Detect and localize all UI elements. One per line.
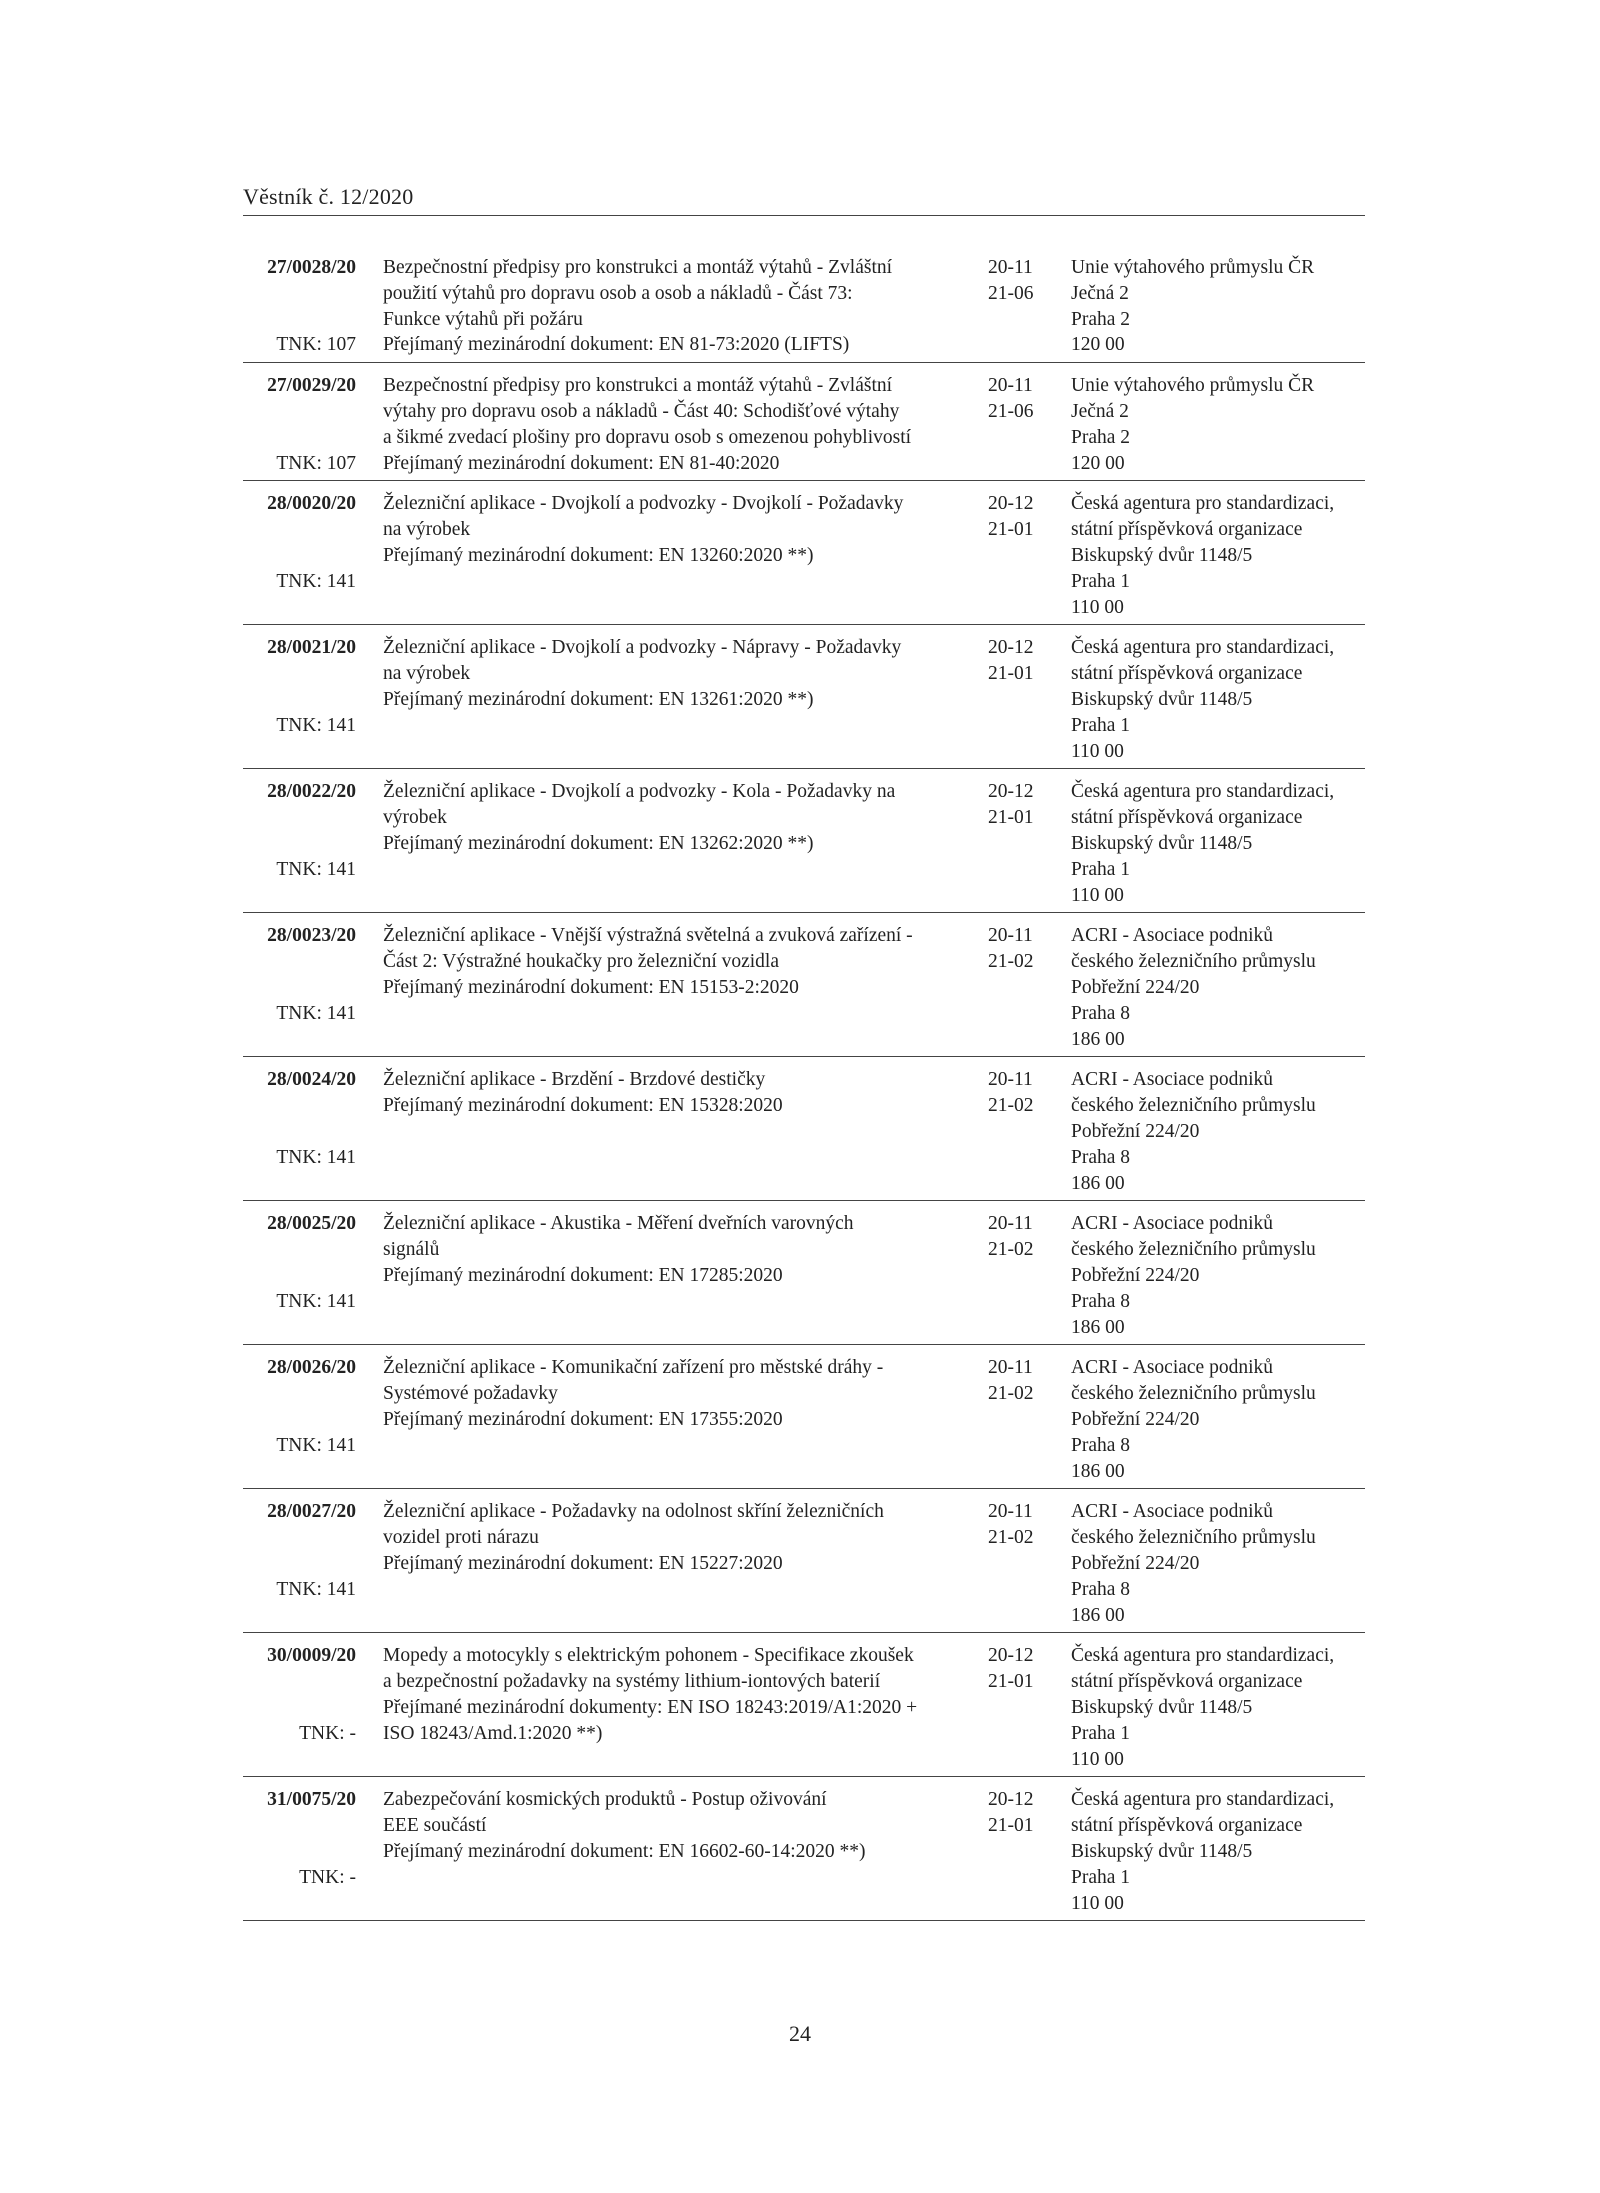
header-rule [243,215,1365,216]
table-row [243,1211,1365,1345]
entry-organization-line: Ječná 2 [1071,400,1129,422]
entry-id-cell [243,1355,356,1488]
entry-title-line: Železniční aplikace - Vnější výstražná světelná a zvuková zařízení - [383,925,913,947]
entry-title-line: vozidel proti nárazu [383,1527,539,1549]
table-row [243,923,1365,1057]
entry-title-line: Mopedy a motocykly s elektrickým pohonem - Specifikace zkoušek [383,1645,914,1667]
entry-organization-cell [1071,1355,1371,1484]
entry-id-cell [243,1211,356,1344]
entry-organization-line: Praha 1 [1071,858,1131,880]
entry-organization-line: Praha 1 [1071,570,1131,592]
entry-organization-line: ACRI - Asociace podniků [1071,1501,1274,1523]
entry-title-cell [383,1787,973,1864]
entry-date: 20-12 [988,781,1034,803]
entry-organization-line: státní příspěvková organizace [1071,1671,1303,1693]
entry-organization-line: 186 00 [1071,1604,1125,1626]
entry-dates-cell [988,923,1058,975]
entry-organization-line: Ječná 2 [1071,282,1129,304]
entry-organization-line: Pobřežní 224/20 [1071,1408,1200,1430]
entry-organization-line: Praha 8 [1071,1002,1131,1024]
entry-title-line: Přejímaný mezinárodní dokument: EN 13260:2020 **) [383,544,814,566]
table-row [243,373,1365,481]
entry-date: 20-11 [988,1069,1033,1091]
entry-title-line: použití výtahů pro dopravu osob a osob a nákladů - Část 73: [383,282,853,304]
entry-organization-cell [1071,1067,1371,1196]
entry-tnk: TNK: 141 [276,1290,356,1312]
entry-organization-line: Česká agentura pro standardizaci, [1071,1645,1335,1667]
entry-date: 20-11 [988,375,1033,397]
entry-organization-line: 110 00 [1071,1748,1124,1770]
entry-number: 31/0075/20 [267,1789,356,1811]
entry-date: 21-01 [988,519,1034,541]
entry-date: 21-01 [988,807,1034,829]
entry-id-cell [243,1067,356,1200]
entry-organization-line: Pobřežní 224/20 [1071,1552,1200,1574]
entry-organization-line: 186 00 [1071,1172,1125,1194]
entry-tnk: TNK: 141 [276,714,356,736]
entry-organization-line: ACRI - Asociace podniků [1071,1213,1274,1235]
entry-id-cell [243,255,356,362]
entry-dates-cell [988,779,1058,831]
entry-title-cell [383,1211,973,1288]
entry-tnk: TNK: - [299,1866,356,1888]
entry-dates-cell [988,1787,1058,1839]
entry-id-cell [243,1643,356,1776]
entry-organization-line: státní příspěvková organizace [1071,663,1303,685]
entry-organization-line: Praha 8 [1071,1146,1131,1168]
entry-organization-line: Česká agentura pro standardizaci, [1071,637,1335,659]
entry-id-cell [243,491,356,624]
entry-organization-line: ACRI - Asociace podniků [1071,1357,1274,1379]
entry-organization-line: Biskupský dvůr 1148/5 [1071,1696,1253,1718]
entry-organization-line: Pobřežní 224/20 [1071,1120,1200,1142]
entry-tnk: TNK: 107 [276,334,356,356]
entry-organization-line: českého železničního průmyslu [1071,1239,1316,1261]
entry-organization-line: 120 00 [1071,452,1125,474]
entry-title-line: Přejímaný mezinárodní dokument: EN 15153-2:2020 [383,976,799,998]
entry-title-line: Železniční aplikace - Dvojkolí a podvozky - Dvojkolí - Požadavky [383,493,904,515]
entry-organization-cell [1071,1499,1371,1628]
table-row [243,1499,1365,1633]
entry-organization-line: českého železničního průmyslu [1071,1095,1316,1117]
entry-date: 21-06 [988,282,1034,304]
entry-organization-line: Biskupský dvůr 1148/5 [1071,832,1253,854]
entry-organization-cell [1071,373,1371,476]
entry-organization-line: Praha 2 [1071,426,1131,448]
table-row [243,1355,1365,1489]
entry-number: 28/0022/20 [267,781,356,803]
entry-title-line: Přejímaný mezinárodní dokument: EN 81-73:2020 (LIFTS) [383,334,850,356]
table-row [243,1787,1365,1921]
entry-title-line: signálů [383,1239,440,1261]
table-row [243,1067,1365,1201]
entry-organization-line: státní příspěvková organizace [1071,807,1303,829]
entry-organization-line: Praha 1 [1071,1866,1131,1888]
table-row [243,255,1365,363]
entry-title-line: Železniční aplikace - Dvojkolí a podvozky - Nápravy - Požadavky [383,637,902,659]
entry-title-line: na výrobek [383,663,471,685]
entry-organization-line: Unie výtahového průmyslu ČR [1071,375,1315,397]
entry-date: 20-11 [988,925,1033,947]
entry-date: 20-11 [988,1357,1033,1379]
entry-organization-line: Biskupský dvůr 1148/5 [1071,544,1253,566]
entry-date: 20-11 [988,1501,1033,1523]
entry-title-line: Přejímané mezinárodní dokumenty: EN ISO 18243:2019/A1:2020 + [383,1696,918,1718]
entry-tnk: TNK: 141 [276,1146,356,1168]
entry-title-line: Přejímaný mezinárodní dokument: EN 17285:2020 [383,1264,783,1286]
entry-organization-cell [1071,635,1371,764]
entry-title-line: Přejímaný mezinárodní dokument: EN 17355:2020 [383,1408,783,1430]
table-row [243,1643,1365,1777]
entry-date: 20-12 [988,1789,1034,1811]
entry-id-cell [243,635,356,768]
entry-title-cell [383,1355,973,1432]
entry-title-line: Přejímaný mezinárodní dokument: EN 15328:2020 [383,1095,783,1117]
entry-title-line: výtahy pro dopravu osob a nákladů - Část 40: Schodišťové výtahy [383,400,900,422]
entry-title-cell [383,1643,973,1746]
entry-number: 27/0028/20 [267,257,356,278]
entry-organization-line: Biskupský dvůr 1148/5 [1071,688,1253,710]
table-row [243,779,1365,913]
entry-organization-line: Praha 8 [1071,1578,1131,1600]
entry-date: 21-02 [988,1383,1034,1405]
entry-title-line: a šikmé zvedací plošiny pro dopravu osob s omezenou pohyblivostí [383,426,912,448]
entry-organization-line: Praha 8 [1071,1434,1131,1456]
entry-date: 20-12 [988,1645,1034,1667]
entry-date: 21-02 [988,951,1034,973]
entry-organization-line: Pobřežní 224/20 [1071,1264,1200,1286]
entry-dates-cell [988,635,1058,687]
standards-table [243,255,1365,1931]
entry-organization-line: 186 00 [1071,1460,1125,1482]
entry-number: 28/0023/20 [267,925,356,947]
entry-organization-cell [1071,491,1371,620]
entry-organization-line: ACRI - Asociace podniků [1071,925,1274,947]
entry-tnk: TNK: 141 [276,1578,356,1600]
entry-organization-line: českého železničního průmyslu [1071,1383,1316,1405]
entry-tnk: TNK: 107 [276,452,356,474]
entry-title-cell [383,1499,973,1576]
entry-organization-line: Biskupský dvůr 1148/5 [1071,1840,1253,1862]
entry-dates-cell [988,1643,1058,1695]
entry-title-line: Zabezpečování kosmických produktů - Postup oživování [383,1789,827,1811]
entry-title-line: Železniční aplikace - Komunikační zařízení pro městské dráhy - [383,1357,884,1379]
entry-number: 28/0026/20 [267,1357,356,1379]
entry-title-cell [383,255,973,358]
entry-organization-cell [1071,923,1371,1052]
entry-id-cell [243,1499,356,1632]
entry-organization-line: českého železničního průmyslu [1071,951,1316,973]
entry-date: 21-01 [988,1815,1034,1837]
entry-organization-line: Praha 8 [1071,1290,1131,1312]
entry-tnk: TNK: 141 [276,570,356,592]
entry-organization-line: Pobřežní 224/20 [1071,976,1200,998]
entry-organization-line: 186 00 [1071,1028,1125,1050]
entry-date: 21-01 [988,1671,1034,1693]
entry-organization-line: Praha 1 [1071,1722,1131,1744]
entry-title-line: ISO 18243/Amd.1:2020 **) [383,1722,603,1744]
entry-number: 30/0009/20 [267,1645,356,1667]
entry-number: 28/0020/20 [267,493,356,515]
entry-organization-cell [1071,1643,1371,1772]
entry-id-cell [243,373,356,480]
entry-date: 21-02 [988,1527,1034,1549]
entry-dates-cell [988,373,1058,425]
entry-title-line: a bezpečnostní požadavky na systémy lithium-iontových baterií [383,1671,881,1693]
entry-title-line: Systémové požadavky [383,1383,558,1405]
entry-number: 28/0025/20 [267,1213,356,1235]
entry-title-cell [383,1067,973,1119]
entry-organization-line: českého železničního průmyslu [1071,1527,1316,1549]
entry-organization-line: Česká agentura pro standardizaci, [1071,781,1335,803]
table-row [243,491,1365,625]
entry-organization-line: Česká agentura pro standardizaci, [1071,493,1335,515]
entry-number: 28/0021/20 [267,637,356,659]
entry-organization-line: Praha 2 [1071,308,1131,330]
entry-date: 20-11 [988,1213,1033,1235]
page-number: 24 [789,2021,811,2046]
entry-organization-line: ACRI - Asociace podniků [1071,1069,1274,1091]
entry-title-line: Železniční aplikace - Brzdění - Brzdové destičky [383,1069,766,1091]
entry-title-line: Železniční aplikace - Akustika - Měření dveřních varovných [383,1213,854,1235]
entry-title-line: Železniční aplikace - Požadavky na odolnost skříní železničních [383,1501,884,1523]
entry-organization-line: Praha 1 [1071,714,1131,736]
entry-organization-line: Unie výtahového průmyslu ČR [1071,257,1315,278]
entry-title-line: na výrobek [383,519,471,541]
entry-organization-line: 110 00 [1071,1892,1124,1914]
entry-title-line: výrobek [383,807,447,829]
entry-organization-line: státní příspěvková organizace [1071,1815,1303,1837]
entry-tnk: TNK: 141 [276,1002,356,1024]
entry-date: 21-02 [988,1095,1034,1117]
entry-organization-line: 110 00 [1071,596,1124,618]
entry-organization-line: 110 00 [1071,740,1124,762]
entry-id-cell [243,779,356,912]
entry-organization-line: 186 00 [1071,1316,1125,1338]
table-row [243,635,1365,769]
entry-title-line: Bezpečnostní předpisy pro konstrukci a montáž výtahů - Zvláštní [383,257,893,278]
entry-organization-cell [1071,1211,1371,1340]
entry-date: 20-12 [988,637,1034,659]
entry-title-line: Železniční aplikace - Dvojkolí a podvozky - Kola - Požadavky na [383,781,896,803]
entry-title-line: Přejímaný mezinárodní dokument: EN 16602-60-14:2020 **) [383,1840,866,1862]
entry-tnk: TNK: 141 [276,858,356,880]
entry-organization-cell [1071,779,1371,908]
entry-date: 20-12 [988,493,1034,515]
entry-tnk: TNK: 141 [276,1434,356,1456]
entry-title-cell [383,635,973,712]
entry-organization-line: Česká agentura pro standardizaci, [1071,1789,1335,1811]
entry-title-line: Přejímaný mezinárodní dokument: EN 81-40:2020 [383,452,780,474]
entry-title-line: Přejímaný mezinárodní dokument: EN 13262:2020 **) [383,832,814,854]
entry-number: 27/0029/20 [267,375,356,397]
entry-organization-cell [1071,255,1371,358]
entry-number: 28/0027/20 [267,1501,356,1523]
entry-title-cell [383,373,973,476]
entry-dates-cell [988,1355,1058,1407]
entry-dates-cell [988,1499,1058,1551]
entry-date: 21-06 [988,400,1034,422]
entry-title-line: Přejímaný mezinárodní dokument: EN 15227:2020 [383,1552,783,1574]
entry-date: 21-02 [988,1239,1034,1261]
entry-title-line: EEE součástí [383,1815,487,1837]
entry-id-cell [243,923,356,1056]
entry-organization-line: 110 00 [1071,884,1124,906]
entry-number: 28/0024/20 [267,1069,356,1091]
entry-organization-cell [1071,1787,1371,1916]
page-header-title: Věstník č. 12/2020 [243,184,414,209]
entry-organization-line: 120 00 [1071,334,1125,356]
entry-title-cell [383,923,973,1000]
entry-tnk: TNK: - [299,1722,356,1744]
entry-dates-cell [988,1067,1058,1119]
entry-date: 21-01 [988,663,1034,685]
entry-organization-line: státní příspěvková organizace [1071,519,1303,541]
entry-date: 20-11 [988,257,1033,278]
entry-title-line: Část 2: Výstražné houkačky pro železniční vozidla [383,951,780,973]
entry-id-cell [243,1787,356,1920]
entry-dates-cell [988,491,1058,543]
entry-title-line: Přejímaný mezinárodní dokument: EN 13261:2020 **) [383,688,814,710]
entry-title-line: Funkce výtahů při požáru [383,308,583,330]
entry-title-cell [383,779,973,856]
entry-dates-cell [988,1211,1058,1263]
entry-dates-cell [988,255,1058,307]
entry-title-cell [383,491,973,568]
entry-title-line: Bezpečnostní předpisy pro konstrukci a montáž výtahů - Zvláštní [383,375,893,397]
